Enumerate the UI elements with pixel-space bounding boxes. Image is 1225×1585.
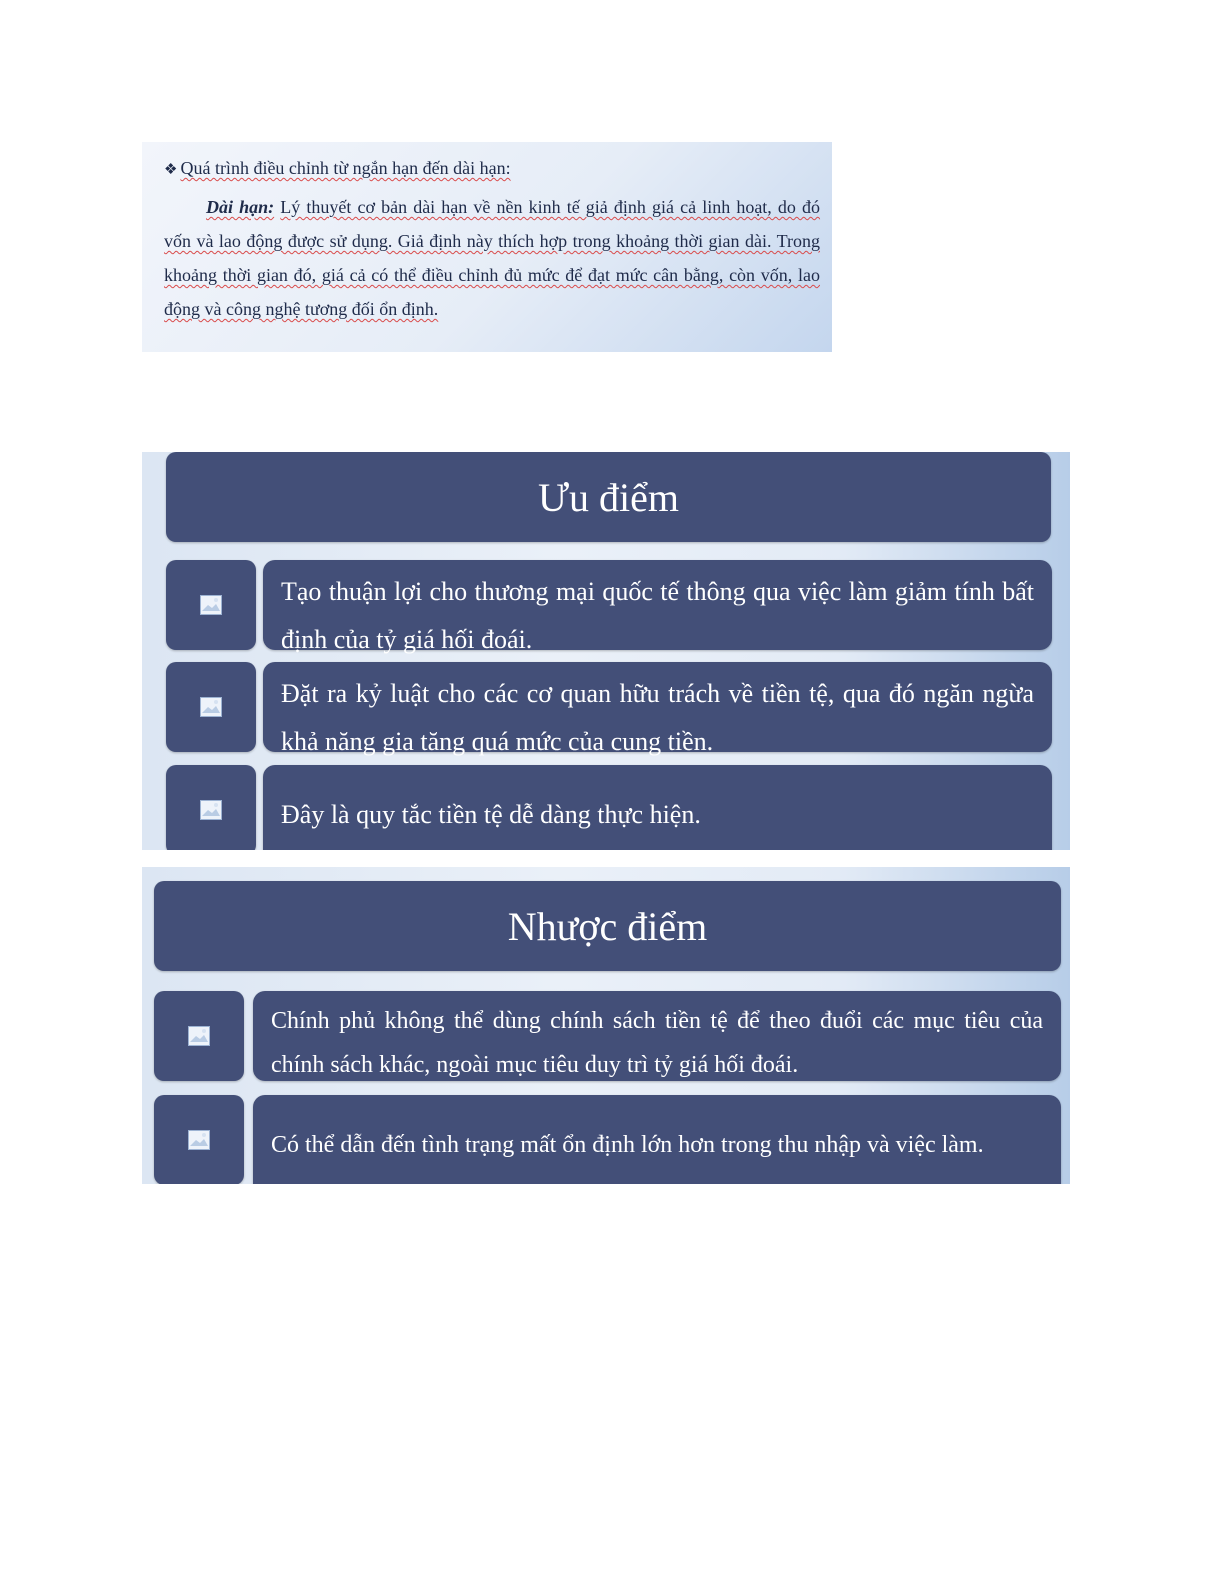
cons-item-2-icon-box [154, 1095, 244, 1184]
pros-item-3-text: Đây là quy tắc tiền tệ dễ dàng thực hiện. [281, 800, 701, 829]
textbox-heading [164, 156, 820, 182]
pros-item-2 [263, 662, 1052, 756]
image-placeholder-icon [188, 1130, 210, 1150]
pros-item-2-icon-box [166, 662, 256, 752]
intro-textbox [142, 142, 832, 352]
image-placeholder-icon [200, 595, 222, 615]
pros-item-2-text: Đặt ra kỷ luật cho các cơ quan hữu trách về tiền tệ, qua đó ngăn ngừa khả năng gia tăng quá mức của cung tiền. [281, 679, 1034, 756]
cons-item-2-text: Có thể dẫn đến tình trạng mất ổn định lớn hơn trong thu nhập và việc làm. [271, 1132, 984, 1158]
pros-item-3-icon-box [166, 765, 256, 850]
pros-item-1 [263, 560, 1052, 654]
paragraph-body: Lý thuyết cơ bản dài hạn về nền kinh tế giả định giá cả linh hoạt, do đó vốn và lao động được sử dụng. Giả định này thích hợp trong khoảng thời gian dài. Trong khoảng thời gian đó, giá cả có thể điều chỉnh đủ mức để đạt mức cân bằng, còn vốn, lao động và công nghệ tương đối ổn định. [164, 197, 821, 319]
cons-item-2 [253, 1095, 1061, 1184]
image-placeholder-icon [188, 1026, 210, 1046]
cons-panel [142, 867, 1070, 1184]
cons-item-1 [253, 991, 1061, 1081]
cons-title: Nhược điểm [154, 881, 1061, 971]
paragraph-lead: Dài hạn: [206, 197, 275, 217]
textbox-paragraph [164, 190, 820, 326]
cons-item-1-icon-box [154, 991, 244, 1081]
pros-item-1-text: Tạo thuận lợi cho thương mại quốc tế thông qua việc làm giảm tính bất định của tỷ giá hối đoái. [281, 577, 1034, 654]
heading-text: Quá trình điều chỉnh từ ngắn hạn đến dài hạn: [180, 158, 511, 178]
image-placeholder-icon [200, 697, 222, 717]
cons-item-1-text: Chính phủ không thể dùng chính sách tiền tệ để theo đuổi các mục tiêu của chính sách khác, ngoài mục tiêu duy trì tỷ giá hối đoái. [271, 1008, 1043, 1078]
diamond-bullet-icon: ❖ [164, 162, 178, 178]
pros-item-1-icon-box [166, 560, 256, 650]
pros-panel [142, 452, 1070, 850]
pros-title: Ưu điểm [166, 452, 1051, 542]
image-placeholder-icon [200, 800, 222, 820]
pros-item-3 [263, 765, 1052, 850]
